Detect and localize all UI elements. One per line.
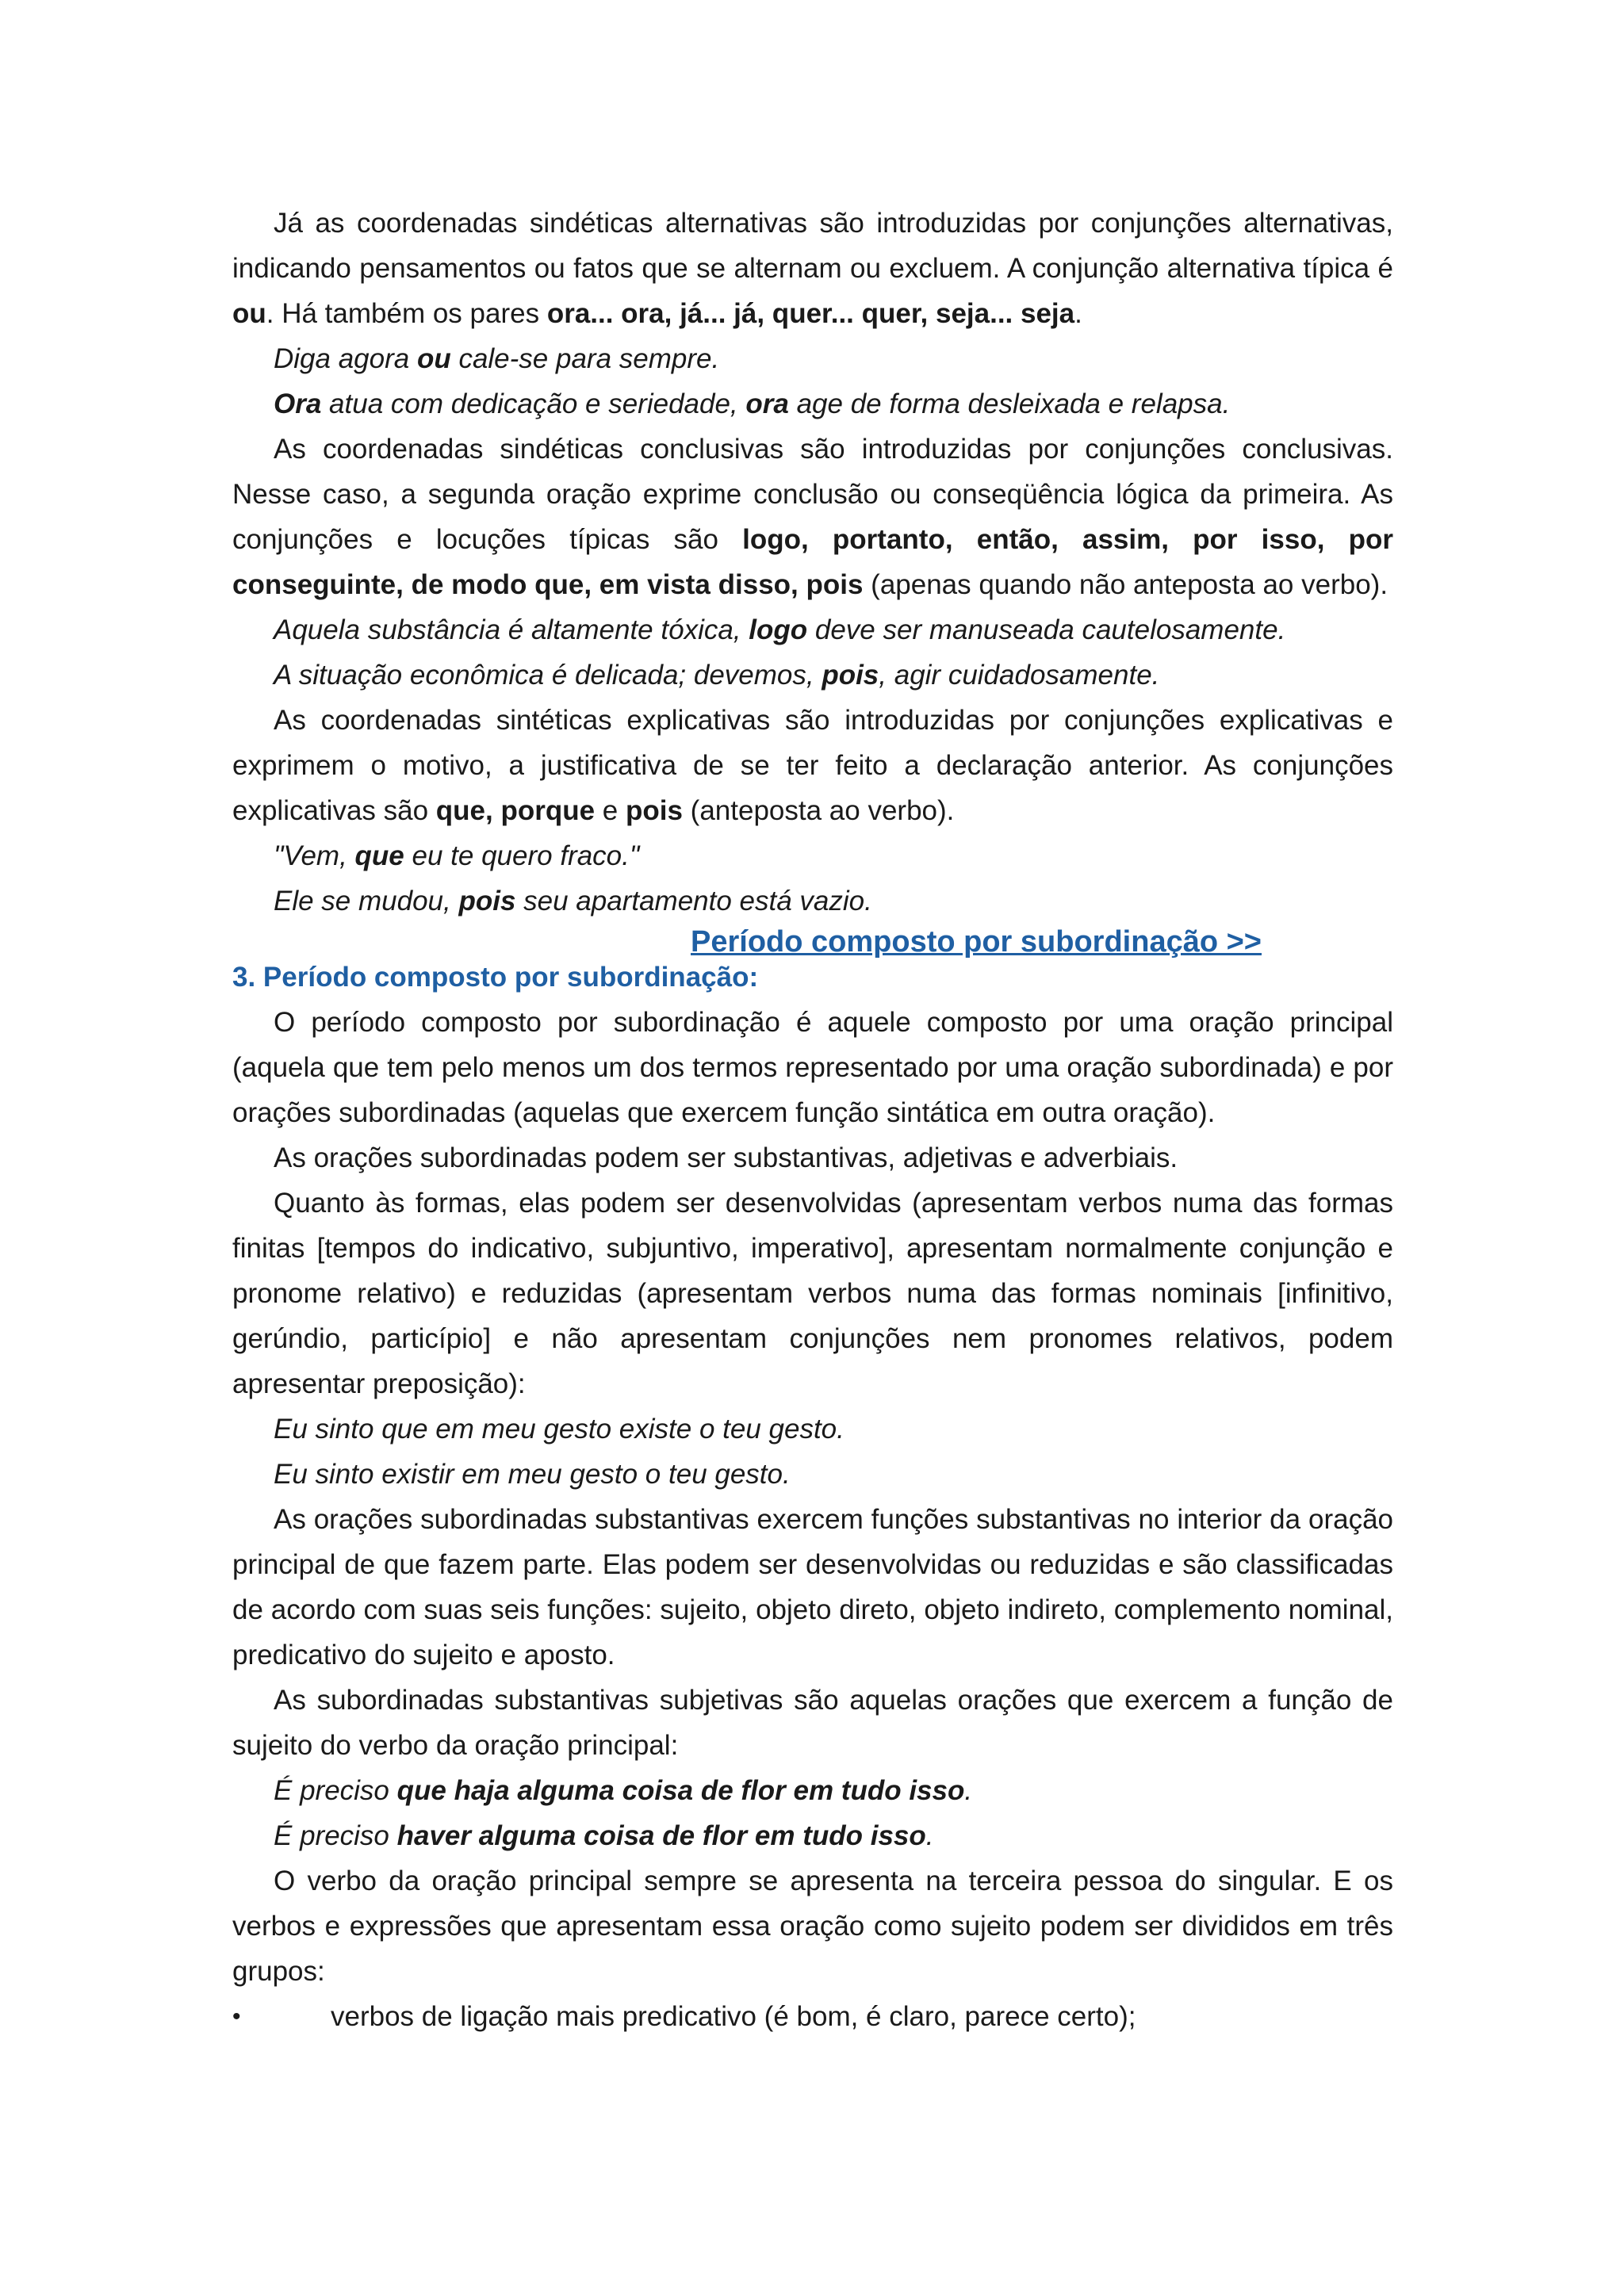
paragraph: As subordinadas substantivas subjetivas são aquelas orações que exercem a função de sujeito do verbo da oração principal:: [232, 1685, 1393, 1761]
text: eu te quero fraco.": [404, 840, 640, 871]
text: A situação econômica é delicada; devemos,: [274, 660, 822, 691]
text: .: [1074, 298, 1082, 329]
text: age de forma desleixada e relapsa.: [788, 388, 1231, 419]
text: Aquela substância é altamente tóxica,: [274, 614, 749, 645]
text: atua com dedicação e seriedade,: [321, 388, 746, 419]
text: e: [595, 795, 626, 826]
paragraph: Quanto às formas, elas podem ser desenvolvidas (apresentam verbos numa das formas finitas [tempos do indicativo, subjuntivo, imperativo], apresentam normalmente conjunção e pronome relativo) e reduzidas (apresentam verbos numa das formas nominais [infinitivo, gerúndio, particípio] e não apresentam conjunções nem pronomes relativos, podem apresentar preposição):: [232, 1188, 1393, 1399]
example-sentence: [232, 1813, 1393, 1858]
nav-link-row: [232, 924, 1393, 960]
list-item-text: verbos de ligação mais predicativo (é bom, é claro, parece certo);: [331, 2001, 1136, 2032]
text: .: [964, 1775, 973, 1806]
text: Diga agora: [274, 343, 417, 374]
text: (apenas quando não anteposta ao verbo).: [863, 569, 1388, 600]
example-sentence: [232, 607, 1393, 652]
text: Já as coordenadas sindéticas alternativas são introduzidas por conjunções alternativas, indicando pensamentos ou fatos que se alternam ou excluem. A conjunção alternativa típica é: [232, 208, 1393, 284]
bold-term: ou: [416, 343, 451, 374]
example-sentence: [232, 652, 1393, 698]
bold-term: pois: [822, 660, 879, 691]
bold-term: que, porque: [435, 795, 596, 826]
text: cale-se para sempre.: [450, 343, 720, 374]
text: .: [925, 1820, 934, 1851]
example-sentence: Eu sinto existir em meu gesto o teu gesto.: [274, 1459, 791, 1490]
bold-term: pois: [458, 886, 516, 916]
bold-term: Ora: [274, 388, 322, 419]
text: As coordenadas sindéticas conclusivas são introduzidas por conjunções conclusivas. Nesse caso, a segunda oração exprime conclusão ou conseqüência lógica da primeira. As conjunções e locuções típicas são: [232, 434, 1393, 555]
paragraph-alternativas: [232, 201, 1393, 336]
text: (anteposta ao verbo).: [682, 795, 955, 826]
example-sentence: [232, 336, 1393, 381]
bold-term: ou: [232, 298, 266, 329]
section-heading: 3. Período composto por subordinação:: [232, 962, 759, 993]
paragraph-explicativas: [232, 698, 1393, 833]
text: seu apartamento está vazio.: [515, 886, 872, 916]
bold-term: logo, portanto, então, assim, por isso, por conseguinte, de modo que, em vista disso, pois: [232, 524, 1393, 600]
text: É preciso: [274, 1820, 397, 1851]
list-item: [232, 1994, 1393, 2039]
text: "Vem,: [274, 840, 355, 871]
text: É preciso: [274, 1775, 397, 1806]
bold-term: que haja alguma coisa de flor em tudo isso: [396, 1775, 965, 1806]
paragraph: As orações subordinadas substantivas exercem funções substantivas no interior da oração principal de que fazem parte. Elas podem ser desenvolvidas ou reduzidas e são classificadas de acordo com suas seis funções: sujeito, objeto direto, objeto indireto, complemento nominal, predicativo do sujeito e aposto.: [232, 1504, 1393, 1670]
example-sentence: [232, 1768, 1393, 1813]
paragraph: O período composto por subordinação é aquele composto por uma oração principal (aquela que tem pelo menos um dos termos representado por uma oração subordinada) e por orações subordinadas (aquelas que exercem função sintática em outra oração).: [232, 1007, 1393, 1128]
example-sentence: [232, 381, 1393, 427]
example-sentence: [232, 878, 1393, 924]
paragraph: O verbo da oração principal sempre se apresenta na terceira pessoa do singular. E os verbos e expressões que apresentam essa oração como sujeito podem ser divididos em três grupos:: [232, 1866, 1393, 1987]
example-sentence: [232, 833, 1393, 878]
paragraph: As orações subordinadas podem ser substantivas, adjetivas e adverbiais.: [274, 1142, 1178, 1173]
bold-term: que: [354, 840, 404, 871]
bold-term: ora: [745, 388, 789, 419]
text: Ele se mudou,: [274, 886, 459, 916]
example-sentence: Eu sinto que em meu gesto existe o teu gesto.: [274, 1414, 845, 1445]
text: . Há também os pares: [266, 298, 547, 329]
text: deve ser manuseada cautelosamente.: [807, 614, 1286, 645]
document-page: [232, 201, 1393, 2039]
next-section-link[interactable]: Período composto por subordinação >>: [691, 925, 1262, 959]
bullet-icon: •: [232, 2003, 241, 2030]
paragraph-conclusivas: [232, 427, 1393, 607]
text: , agir cuidadosamente.: [879, 660, 1160, 691]
bold-term: haver alguma coisa de flor em tudo isso: [396, 1820, 926, 1851]
text: As coordenadas sintéticas explicativas são introduzidas por conjunções explicativas e exprimem o motivo, a justificativa de se ter feito a declaração anterior. As conjunções explicativas são: [232, 705, 1393, 826]
bold-term: logo: [749, 614, 808, 645]
bold-term: ora... ora, já... já, quer... quer, seja... seja: [546, 298, 1075, 329]
bold-term: pois: [626, 795, 683, 826]
